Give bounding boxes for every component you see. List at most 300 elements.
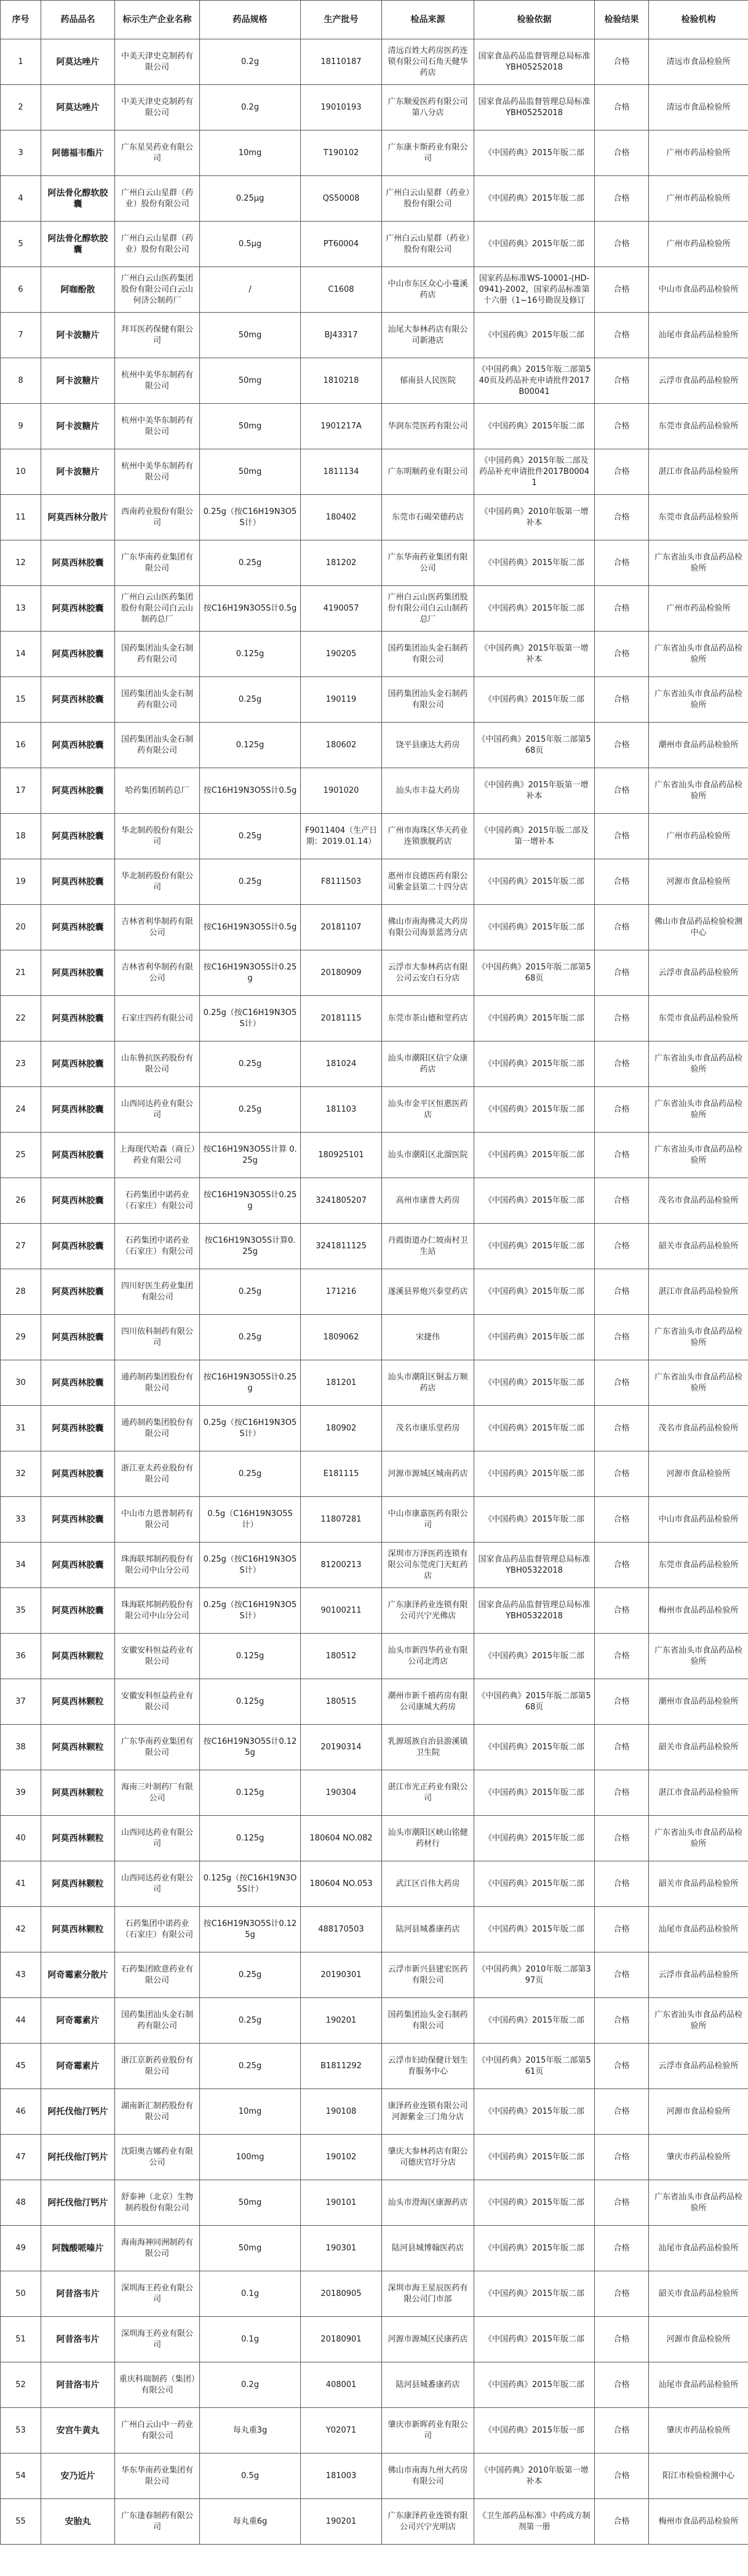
cell-specification: 0.25g (200, 1041, 301, 1087)
cell-sample-source: 陆河县城博翰医药店 (382, 2226, 474, 2271)
cell-result: 合格 (595, 677, 649, 723)
cell-manufacturer: 杭州中美华东制药有限公司 (115, 449, 200, 495)
cell-manufacturer: 浙江亚太药业股份有限公司 (115, 1451, 200, 1497)
cell-sample-source: 佛山市南海九州大药房有限公司 (382, 2454, 474, 2499)
cell-manufacturer: 广州白云山医药集团股份有限公司白云山何济公制药厂 (115, 267, 200, 313)
cell-specification: 按C16H19N3O5S计算 0.25g (200, 1133, 301, 1178)
cell-test-institution: 云浮市食品药品检验所 (649, 1952, 748, 1998)
cell-result: 合格 (595, 632, 649, 677)
cell-test-basis: 《中国药典》2015年版二部 (474, 1406, 595, 1451)
cell-serial: 8 (1, 358, 41, 404)
cell-specification: 按C16H19N3O5S计0.5g (200, 586, 301, 632)
cell-specification: 0.5g (200, 2454, 301, 2499)
table-row (1, 1543, 748, 1588)
table-row (1, 950, 748, 996)
cell-batch: 20181115 (301, 996, 382, 1041)
cell-result: 合格 (595, 495, 649, 540)
table-row (1, 1497, 748, 1543)
cell-specification: 0.2g (200, 85, 301, 130)
cell-test-basis: 《中国药典》2015年版第一增补本 (474, 632, 595, 677)
cell-drug-name: 安乃近片 (41, 2454, 115, 2499)
cell-manufacturer: 西南药业股份有限公司 (115, 495, 200, 540)
cell-drug-name: 阿莫西林胶囊 (41, 768, 115, 814)
cell-batch: 20190314 (301, 1725, 382, 1770)
table-row (1, 1998, 748, 2044)
cell-drug-name: 阿莫西林胶囊 (41, 814, 115, 859)
cell-test-institution: 东莞市食品药品检验所 (649, 996, 748, 1041)
cell-sample-source: 广东明顺药业有限公司 (382, 449, 474, 495)
cell-batch: 190205 (301, 632, 382, 677)
cell-specification: 0.2g (200, 2362, 301, 2408)
cell-test-institution: 中山市食品药品检验所 (649, 1497, 748, 1543)
cell-test-basis: 《中国药典》2015年版二部 (474, 1269, 595, 1315)
cell-specification: 按C16H19N3O5S计0.25g (200, 1178, 301, 1224)
cell-test-institution: 河源市食品检验所 (649, 859, 748, 905)
cell-sample-source: 饶平县康达大药房 (382, 723, 474, 768)
header-col-manufacturer: 标示生产企业名称 (115, 1, 200, 39)
cell-serial: 50 (1, 2271, 41, 2317)
cell-serial: 48 (1, 2180, 41, 2226)
cell-sample-source: 国药集团汕头金石制药有限公司 (382, 677, 474, 723)
table-row (1, 1816, 748, 1861)
cell-result: 合格 (595, 404, 649, 449)
cell-specification: 0.25μg (200, 176, 301, 222)
cell-test-basis: 《中国药典》2015年版二部 (474, 859, 595, 905)
cell-batch: 19010193 (301, 85, 382, 130)
cell-serial: 25 (1, 1133, 41, 1178)
cell-batch: C1608 (301, 267, 382, 313)
cell-sample-source: 广东康泽药业连锁有限公司兴宁光明店 (382, 2499, 474, 2545)
cell-serial: 12 (1, 540, 41, 586)
cell-manufacturer: 中山市力恩普制药有限公司 (115, 1497, 200, 1543)
cell-test-institution: 佛山市食品药品检验检测中心 (649, 905, 748, 950)
cell-specification: 0.125g（按C16H19N3O5S计） (200, 1861, 301, 1907)
cell-sample-source: 广东顺爱医药有限公司第八分店 (382, 85, 474, 130)
cell-drug-name: 阿奇霉素片 (41, 1998, 115, 2044)
cell-sample-source: 汕头市潮阳区峡山铭健药材行 (382, 1816, 474, 1861)
cell-manufacturer: 石药集团欧意药业有限公司 (115, 1952, 200, 1998)
cell-test-basis: 《中国药典》2010年版第一增补本 (474, 495, 595, 540)
cell-test-institution: 云浮市食品药品检验所 (649, 950, 748, 996)
cell-test-institution: 云浮市食品药品检验所 (649, 358, 748, 404)
cell-sample-source: 河源市源城区民康药店 (382, 2317, 474, 2362)
cell-specification: 0.25g（按C16H19N3O5S计） (200, 996, 301, 1041)
cell-specification: 0.25g (200, 1087, 301, 1133)
cell-specification: 按C16H19N3O5S计0.5g (200, 905, 301, 950)
cell-batch: 180512 (301, 1634, 382, 1679)
cell-manufacturer: 浙江京新药业股份有限公司 (115, 2044, 200, 2089)
cell-serial: 53 (1, 2408, 41, 2454)
cell-sample-source: 东莞市茶山德和堂药店 (382, 996, 474, 1041)
cell-manufacturer: 安徽安科恒益药业有限公司 (115, 1679, 200, 1725)
cell-test-institution: 广东省汕头市食品药品检验所 (649, 1087, 748, 1133)
cell-serial: 9 (1, 404, 41, 449)
cell-test-basis: 《中国药典》2015年版二部 (474, 2135, 595, 2180)
cell-manufacturer: 国药集团汕头金石制药有限公司 (115, 723, 200, 768)
cell-specification: 每丸重3g (200, 2408, 301, 2454)
cell-batch: T190102 (301, 130, 382, 176)
cell-sample-source: 汕头市金平区恒惠医药店 (382, 1087, 474, 1133)
cell-manufacturer: 杭州中美华东制药有限公司 (115, 358, 200, 404)
cell-serial: 34 (1, 1543, 41, 1588)
table-row (1, 313, 748, 358)
cell-specification: 0.25g (200, 1998, 301, 2044)
cell-drug-name: 阿昔洛韦片 (41, 2271, 115, 2317)
cell-result: 合格 (595, 586, 649, 632)
cell-manufacturer: 通药制药集团股份有限公司 (115, 1360, 200, 1406)
table-row (1, 495, 748, 540)
cell-result: 合格 (595, 1543, 649, 1588)
cell-serial: 39 (1, 1770, 41, 1816)
cell-specification: 0.25g (200, 1451, 301, 1497)
cell-specification: 0.125g (200, 1634, 301, 1679)
cell-test-institution: 湛江市食品药品检验所 (649, 1770, 748, 1816)
cell-test-basis: 《中国药典》2015年版二部 (474, 677, 595, 723)
cell-test-basis: 国家食品药品监督管理总局标准YBH05252018 (474, 39, 595, 85)
cell-result: 合格 (595, 2089, 649, 2135)
cell-sample-source: 深圳市万泽医药连锁有限公司东莞虎门天虹药店 (382, 1543, 474, 1588)
table-row (1, 2408, 748, 2454)
cell-manufacturer: 海南海神同洲制药有限公司 (115, 2226, 200, 2271)
cell-serial: 36 (1, 1634, 41, 1679)
cell-test-basis: 《中国药典》2015年版二部 (474, 1907, 595, 1952)
cell-drug-name: 阿莫西林颗粒 (41, 1770, 115, 1816)
cell-specification: 50mg (200, 449, 301, 495)
cell-serial: 26 (1, 1178, 41, 1224)
cell-batch: BJ43317 (301, 313, 382, 358)
cell-result: 合格 (595, 85, 649, 130)
cell-batch: 81200213 (301, 1543, 382, 1588)
cell-batch: 180402 (301, 495, 382, 540)
cell-sample-source: 康泽药业连锁有限公司河源紫金三门角分店 (382, 2089, 474, 2135)
header-col-sample-source: 检品来源 (382, 1, 474, 39)
table-row (1, 1725, 748, 1770)
cell-result: 合格 (595, 1451, 649, 1497)
cell-test-basis: 《中国药典》2015年版二部 (474, 1861, 595, 1907)
cell-sample-source: 广东康泽药业连锁有限公司兴宁光佛店 (382, 1588, 474, 1634)
cell-batch: 190301 (301, 2226, 382, 2271)
cell-specification: 0.125g (200, 1679, 301, 1725)
table-row (1, 859, 748, 905)
cell-serial: 37 (1, 1679, 41, 1725)
cell-test-basis: 《中国药典》2015年版二部 (474, 586, 595, 632)
cell-result: 合格 (595, 1634, 649, 1679)
cell-drug-name: 阿奇霉素分散片 (41, 1952, 115, 1998)
cell-drug-name: 阿奇霉素片 (41, 2044, 115, 2089)
cell-manufacturer: 山西同达药业有限公司 (115, 1087, 200, 1133)
cell-sample-source: 广州白云山医药集团股份有限公司白云山制药总厂 (382, 586, 474, 632)
cell-result: 合格 (595, 2180, 649, 2226)
cell-test-basis: 《中国药典》2015年版二部 (474, 2317, 595, 2362)
cell-result: 合格 (595, 905, 649, 950)
cell-test-basis: 《卫生部药品标准》中药成方制剂第一册 (474, 2499, 595, 2545)
cell-test-basis: 《中国药典》2015年版第一增补本 (474, 768, 595, 814)
cell-specification: 0.25g（按C16H19N3O5S计） (200, 1543, 301, 1588)
cell-result: 合格 (595, 449, 649, 495)
cell-test-institution: 广东省汕头市食品药品检验所 (649, 1133, 748, 1178)
cell-manufacturer: 通药制药集团股份有限公司 (115, 1406, 200, 1451)
cell-test-institution: 广东省汕头市食品药品检验所 (649, 632, 748, 677)
cell-result: 合格 (595, 2499, 649, 2545)
cell-drug-name: 阿德福韦酯片 (41, 130, 115, 176)
table-row (1, 1315, 748, 1360)
cell-test-institution: 茂名市食品药品检验所 (649, 1178, 748, 1224)
cell-drug-name: 阿托伐他汀钙片 (41, 2089, 115, 2135)
cell-serial: 54 (1, 2454, 41, 2499)
cell-test-basis: 《中国药典》2015年版二部第540页及药品补充申请批件2017B00041 (474, 358, 595, 404)
cell-drug-name: 阿莫达唑片 (41, 85, 115, 130)
cell-sample-source: 深圳市海王星辰医药有限公司门市部 (382, 2271, 474, 2317)
cell-batch: PT60004 (301, 222, 382, 267)
cell-result: 合格 (595, 1224, 649, 1269)
cell-test-basis: 《中国药典》2015年版二部 (474, 313, 595, 358)
cell-manufacturer: 珠海联邦制药股份有限公司中山分公司 (115, 1543, 200, 1588)
cell-sample-source: 陆河县城番康药店 (382, 2362, 474, 2408)
cell-manufacturer: 深圳海王药业有限公司 (115, 2271, 200, 2317)
cell-drug-name: 阿莫西林胶囊 (41, 905, 115, 950)
cell-serial: 38 (1, 1725, 41, 1770)
cell-serial: 51 (1, 2317, 41, 2362)
cell-test-basis: 《中国药典》2015年版二部 (474, 2362, 595, 2408)
cell-batch: 18110187 (301, 39, 382, 85)
cell-batch: 1810218 (301, 358, 382, 404)
cell-drug-name: 阿昔洛韦片 (41, 2317, 115, 2362)
cell-result: 合格 (595, 313, 649, 358)
cell-sample-source: 丹霞街道办仁坡南村卫生站 (382, 1224, 474, 1269)
cell-sample-source: 广州市海珠区华天药业连锁旗舰药店 (382, 814, 474, 859)
cell-serial: 20 (1, 905, 41, 950)
cell-drug-name: 阿莫西林胶囊 (41, 1269, 115, 1315)
table-row (1, 176, 748, 222)
cell-specification: 0.125g (200, 723, 301, 768)
cell-drug-name: 阿莫西林胶囊 (41, 586, 115, 632)
table-row (1, 1360, 748, 1406)
cell-drug-name: 阿莫达唑片 (41, 39, 115, 85)
cell-batch: 181003 (301, 2454, 382, 2499)
cell-specification: 0.25g（按C16H19N3O5S计） (200, 1588, 301, 1634)
cell-result: 合格 (595, 267, 649, 313)
cell-batch: 190304 (301, 1770, 382, 1816)
cell-manufacturer: 广州白云山医药集团股份有限公司白云山制药总厂 (115, 586, 200, 632)
cell-test-institution: 河源市食品检验所 (649, 1451, 748, 1497)
cell-test-basis: 《中国药典》2015年版二部 (474, 1133, 595, 1178)
cell-drug-name: 阿莫西林分散片 (41, 495, 115, 540)
cell-manufacturer: 四川依科制药有限公司 (115, 1315, 200, 1360)
cell-serial: 27 (1, 1224, 41, 1269)
cell-drug-name: 阿法骨化醇软胶囊 (41, 222, 115, 267)
cell-specification: 50mg (200, 358, 301, 404)
cell-test-institution: 广东省汕头市食品药品检验所 (649, 1634, 748, 1679)
table-row (1, 1224, 748, 1269)
cell-sample-source: 广州白云山星群（药业）股份有限公司 (382, 176, 474, 222)
table-row (1, 1178, 748, 1224)
cell-test-basis: 《中国药典》2015年版二部 (474, 1224, 595, 1269)
header-col-test-basis: 检验依据 (474, 1, 595, 39)
cell-manufacturer: 杭州中美华东制药有限公司 (115, 404, 200, 449)
cell-result: 合格 (595, 1770, 649, 1816)
cell-serial: 19 (1, 859, 41, 905)
cell-serial: 5 (1, 222, 41, 267)
cell-specification: 按C16H19N3O5S计0.125g (200, 1725, 301, 1770)
cell-sample-source: 潮州市新千禧药房有限公司康城大药房 (382, 1679, 474, 1725)
cell-serial: 45 (1, 2044, 41, 2089)
cell-result: 合格 (595, 2317, 649, 2362)
cell-serial: 14 (1, 632, 41, 677)
cell-specification: 0.25g (200, 1952, 301, 1998)
cell-result: 合格 (595, 540, 649, 586)
cell-serial: 17 (1, 768, 41, 814)
cell-sample-source: 陆河县城番康药店 (382, 1907, 474, 1952)
cell-serial: 16 (1, 723, 41, 768)
cell-manufacturer: 广东华南药业集团有限公司 (115, 1725, 200, 1770)
cell-batch: 90100211 (301, 1588, 382, 1634)
cell-test-basis: 《中国药典》2015年版二部 (474, 1315, 595, 1360)
cell-serial: 22 (1, 996, 41, 1041)
cell-manufacturer: 华北制药股份有限公司 (115, 814, 200, 859)
cell-manufacturer: 山东鲁抗医药股份有限公司 (115, 1041, 200, 1087)
table-row (1, 358, 748, 404)
cell-batch: 180604 NO.082 (301, 1816, 382, 1861)
cell-sample-source: 中山市康嘉医药有限公司 (382, 1497, 474, 1543)
cell-sample-source: 汕头市澄海区康源药店 (382, 2180, 474, 2226)
cell-serial: 15 (1, 677, 41, 723)
table-row (1, 1087, 748, 1133)
cell-sample-source: 云浮市大参林药店有限公司云安白石分店 (382, 950, 474, 996)
cell-manufacturer: 石药集团中诺药业（石家庄）有限公司 (115, 1907, 200, 1952)
cell-manufacturer: 吉林省利华制药有限公司 (115, 950, 200, 996)
cell-manufacturer: 石药集团中诺药业（石家庄）有限公司 (115, 1224, 200, 1269)
cell-batch: F8111503 (301, 859, 382, 905)
cell-specification: 0.25g (200, 2044, 301, 2089)
table-row (1, 1861, 748, 1907)
cell-serial: 43 (1, 1952, 41, 1998)
cell-specification: 50mg (200, 404, 301, 449)
cell-serial: 7 (1, 313, 41, 358)
table-row (1, 2180, 748, 2226)
table-row (1, 2362, 748, 2408)
cell-result: 合格 (595, 1133, 649, 1178)
cell-serial: 28 (1, 1269, 41, 1315)
table-row (1, 723, 748, 768)
header-row (1, 1, 748, 39)
cell-result: 合格 (595, 2226, 649, 2271)
cell-test-institution: 阳江市检验检测中心 (649, 2454, 748, 2499)
cell-drug-name: 阿咖酚散 (41, 267, 115, 313)
cell-manufacturer: 拜耳医药保健有限公司 (115, 313, 200, 358)
cell-test-institution: 韶关市食品药品检验所 (649, 1861, 748, 1907)
cell-drug-name: 阿莫西林胶囊 (41, 1315, 115, 1360)
cell-specification: 0.5g（C16H19N3O5S计） (200, 1497, 301, 1543)
table-row (1, 2226, 748, 2271)
cell-manufacturer: 中美天津史克制药有限公司 (115, 39, 200, 85)
cell-manufacturer: 海南三叶制药厂有限公司 (115, 1770, 200, 1816)
cell-drug-name: 阿莫西林胶囊 (41, 1178, 115, 1224)
cell-sample-source: 佛山市南海佛灵大药房有限公司海景蓝湾分店 (382, 905, 474, 950)
cell-batch: 180515 (301, 1679, 382, 1725)
cell-result: 合格 (595, 1998, 649, 2044)
cell-sample-source: 湛江市光正药业有限公司 (382, 1770, 474, 1816)
cell-drug-name: 安宫牛黄丸 (41, 2408, 115, 2454)
cell-result: 合格 (595, 1315, 649, 1360)
cell-specification: 100mg (200, 2135, 301, 2180)
cell-test-institution: 广州市药品检验所 (649, 130, 748, 176)
cell-test-institution: 广州市药品检验所 (649, 814, 748, 859)
table-row (1, 814, 748, 859)
cell-test-institution: 汕尾市食品药品检验所 (649, 2226, 748, 2271)
cell-batch: 190108 (301, 2089, 382, 2135)
cell-batch: 20181107 (301, 905, 382, 950)
cell-batch: 181202 (301, 540, 382, 586)
cell-specification: 按C16H19N3O5S计0.5g (200, 768, 301, 814)
table-row (1, 2317, 748, 2362)
table-row (1, 996, 748, 1041)
cell-batch: 180602 (301, 723, 382, 768)
cell-batch: 1901217A (301, 404, 382, 449)
cell-specification: 0.125g (200, 1770, 301, 1816)
cell-sample-source: 宋捷伟 (382, 1315, 474, 1360)
cell-serial: 1 (1, 39, 41, 85)
cell-serial: 52 (1, 2362, 41, 2408)
cell-specification: 10mg (200, 2089, 301, 2135)
cell-sample-source: 乳源瑶族自治县游溪镇卫生院 (382, 1725, 474, 1770)
cell-drug-name: 阿卡波糖片 (41, 449, 115, 495)
table-row (1, 2499, 748, 2545)
cell-drug-name: 阿莫西林颗粒 (41, 1907, 115, 1952)
cell-test-institution: 湛江市食品药品检验所 (649, 449, 748, 495)
table-row (1, 222, 748, 267)
cell-sample-source: 茂名市康乐堂药房 (382, 1406, 474, 1451)
cell-test-basis: 《中国药典》2015年版二部 (474, 1087, 595, 1133)
cell-batch: 171216 (301, 1269, 382, 1315)
cell-manufacturer: 广州白云山星群（药业）股份有限公司 (115, 176, 200, 222)
cell-test-basis: 《中国药典》2015年版二部 (474, 905, 595, 950)
cell-specification: 0.1g (200, 2317, 301, 2362)
cell-test-basis: 国家食品药品监督管理总局标准YBH05252018 (474, 85, 595, 130)
cell-test-basis: 《中国药典》2015年版一部 (474, 2408, 595, 2454)
cell-result: 合格 (595, 2408, 649, 2454)
cell-test-basis: 《中国药典》2015年版二部 (474, 1497, 595, 1543)
cell-batch: 190201 (301, 1998, 382, 2044)
cell-result: 合格 (595, 1269, 649, 1315)
cell-serial: 24 (1, 1087, 41, 1133)
cell-drug-name: 阿莫西林胶囊 (41, 723, 115, 768)
table-row (1, 1679, 748, 1725)
cell-batch: B1811292 (301, 2044, 382, 2089)
cell-manufacturer: 山西同达药业有限公司 (115, 1816, 200, 1861)
cell-batch: 20190301 (301, 1952, 382, 1998)
cell-drug-name: 阿莫西林胶囊 (41, 1497, 115, 1543)
table-row (1, 586, 748, 632)
cell-batch: 190119 (301, 677, 382, 723)
table-row (1, 1588, 748, 1634)
cell-drug-name: 阿莫西林颗粒 (41, 1725, 115, 1770)
cell-sample-source: 广州白云山星群（药业）股份有限公司 (382, 222, 474, 267)
cell-specification: 0.5μg (200, 222, 301, 267)
table-row (1, 85, 748, 130)
cell-serial: 35 (1, 1588, 41, 1634)
cell-test-institution: 湛江市食品药品检验所 (649, 1269, 748, 1315)
cell-test-basis: 《中国药典》2015年版二部 (474, 404, 595, 449)
cell-result: 合格 (595, 1087, 649, 1133)
cell-test-basis: 《中国药典》2015年版二部第568页 (474, 950, 595, 996)
cell-test-institution: 韶关市食品药品检验所 (649, 1725, 748, 1770)
cell-drug-name: 阿莫西林胶囊 (41, 996, 115, 1041)
cell-result: 合格 (595, 1360, 649, 1406)
cell-sample-source: 汕头市潮阳区铜盂万顺药店 (382, 1360, 474, 1406)
cell-test-institution: 广东省汕头市食品药品检验所 (649, 1816, 748, 1861)
cell-sample-source: 汕尾大参林药店有限公司新港店 (382, 313, 474, 358)
cell-sample-source: 高州市康普大药房 (382, 1178, 474, 1224)
